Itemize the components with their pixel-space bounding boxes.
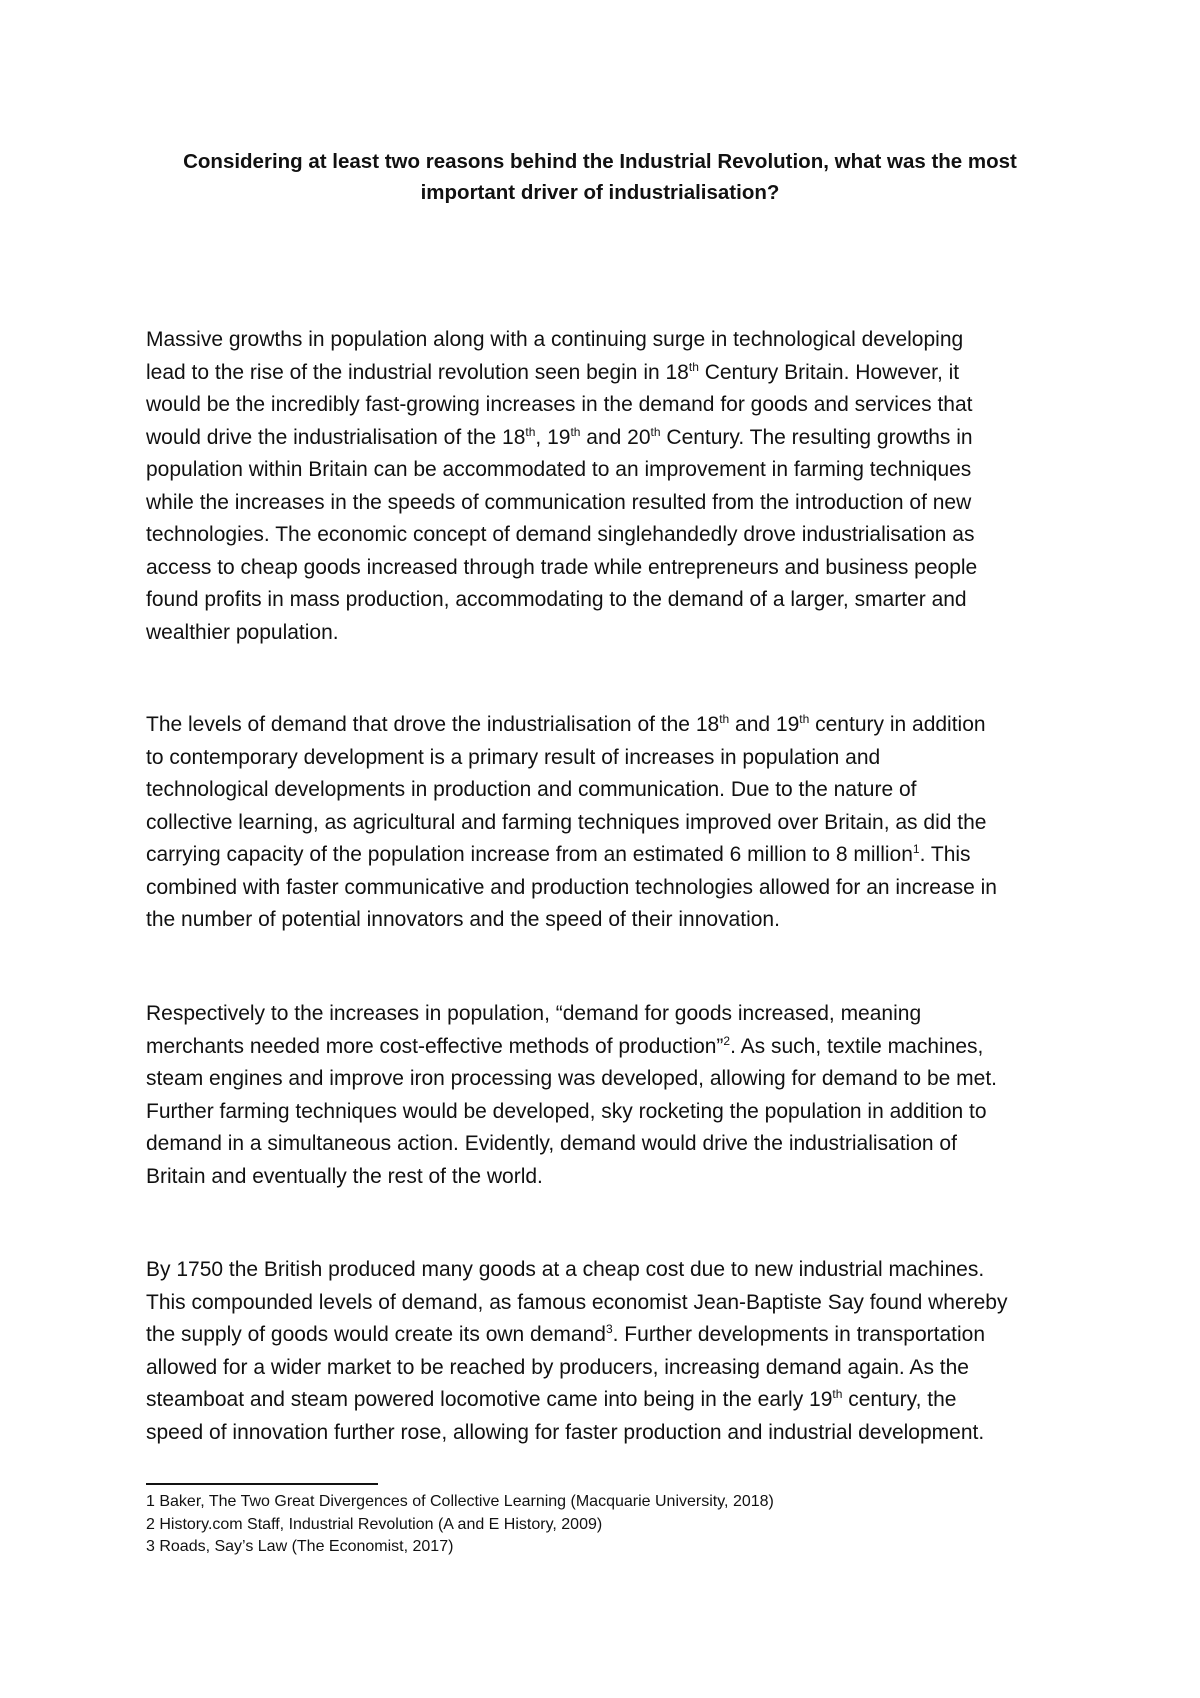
paragraph-line: population within Britain can be accommodated to an improvement in farming techniques <box>146 458 972 481</box>
paragraph-line: merchants needed more cost-effective methods of production”$^2$. As such, textile machines, <box>146 1033 984 1058</box>
paragraph-line: Respectively to the increases in population, “demand for goods increased, meaning <box>146 1002 922 1025</box>
paragraph-line: while the increases in the speeds of communication resulted from the introduction of new <box>146 490 972 514</box>
paragraph-line: carrying capacity of the population increase from an estimated 6 million to 8 million$^1$. This <box>146 842 971 866</box>
paragraph-line: Massive growths in population along with a continuing surge in technological developing <box>146 328 964 351</box>
paragraph-line: would be the incredibly fast-growing increases in the demand for goods and services that <box>146 393 973 416</box>
paragraph-line: the number of potential innovators and the speed of their innovation. <box>146 908 780 931</box>
paragraph-line: to contemporary development is a primary result of increases in population and <box>146 745 881 769</box>
paragraph-line: steam engines and improve iron processing was developed, allowing for demand to be met. <box>146 1067 997 1090</box>
paragraph-line: The levels of demand that drove the industrialisation of the 18th and 19th century in addition <box>146 712 986 736</box>
paragraph-line: By 1750 the British produced many goods at a cheap cost due to new industrial machines. <box>146 1258 985 1281</box>
paragraph-line: Further farming techniques would be developed, sky rocketing the population in addition to <box>146 1099 987 1123</box>
paragraph-line: demand in a simultaneous action. Evidently, demand would drive the industrialisation of <box>146 1132 957 1155</box>
footnote-3: 3 Roads, Say’s Law (The Economist, 2017) <box>146 1538 454 1555</box>
paragraph-1 <box>146 324 1076 649</box>
paragraph-line: collective learning, as agricultural and farming techniques improved over Britain, as did the <box>146 810 987 834</box>
paragraph-line: the supply of goods would create its own demand$^3$. Further developments in transportation <box>146 1322 986 1346</box>
paragraph-line: speed of innovation further rose, allowing for faster production and industrial development. <box>146 1420 985 1444</box>
footnote-1: 1 Baker, The Two Great Divergences of Collective Learning (Macquarie University, 2018) <box>146 1493 774 1510</box>
paragraph-line: Britain and eventually the rest of the world. <box>146 1164 543 1188</box>
paragraph-2 <box>146 709 1076 937</box>
paragraph-line: wealthier population. <box>146 620 339 644</box>
title-line: Considering at least two reasons behind the Industrial Revolution, what was the most <box>183 150 1017 173</box>
essay-title <box>150 146 1050 208</box>
paragraph-line: technologies. The economic concept of demand singlehandedly drove industrialisation as <box>146 523 975 546</box>
title-line: important driver of industrialisation? <box>420 181 780 204</box>
paragraph-line: access to cheap goods increased through trade while entrepreneurs and business people <box>146 555 978 579</box>
paragraph-line: found profits in mass production, accommodating to the demand of a larger, smarter and <box>146 588 967 611</box>
paragraph-4 <box>146 1254 1076 1449</box>
paragraph-line: combined with faster communicative and production technologies allowed for an increase in <box>146 875 997 899</box>
paragraph-line: This compounded levels of demand, as famous economist Jean-Baptiste Say found whereby <box>146 1290 1008 1314</box>
footnote-separator <box>146 1483 378 1485</box>
paragraph-3 <box>146 998 1076 1193</box>
footnotes <box>146 1491 1046 1559</box>
paragraph-line: technological developments in production and communication. Due to the nature of <box>146 778 917 801</box>
footnote-2: 2 History.com Staff, Industrial Revolution (A and E History, 2009) <box>146 1515 603 1533</box>
paragraph-line: allowed for a wider market to be reached by producers, increasing demand again. As the <box>146 1355 969 1379</box>
paragraph-line: lead to the rise of the industrial revolution seen begin in 18th Century Britain. However, it <box>146 359 960 384</box>
paragraph-line: steamboat and steam powered locomotive came into being in the early 19th century, the <box>146 1387 957 1411</box>
paragraph-line: would drive the industrialisation of the 18th, 19th and 20th Century. The resulting growths in <box>146 424 973 449</box>
